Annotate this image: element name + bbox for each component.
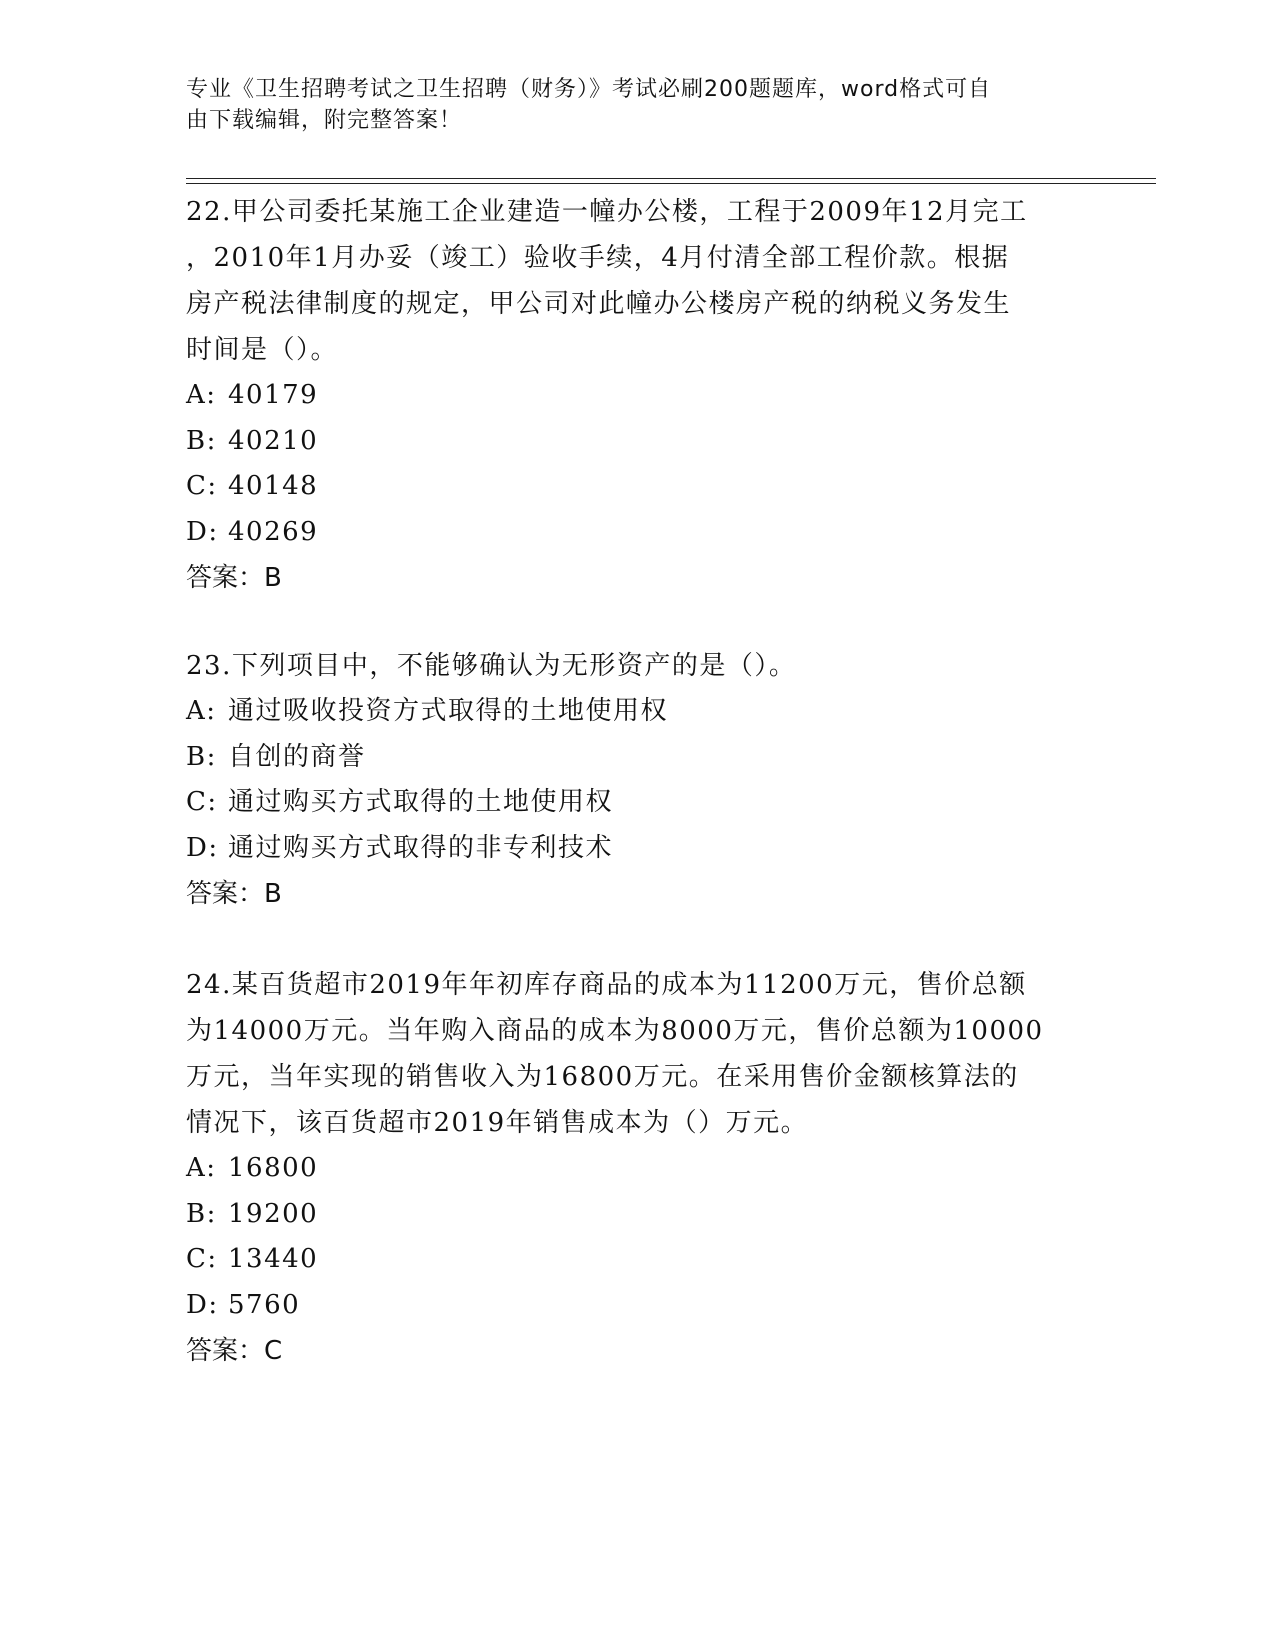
option-d <box>186 1283 1066 1329</box>
option-d <box>186 826 1066 872</box>
option-text: 16800 <box>228 1153 319 1183</box>
option-letter: D: <box>186 1289 219 1320</box>
option-text: 40210 <box>228 425 319 456</box>
stem-line: 23.下列项目中，不能够确认为无形资产的是（）。 <box>186 651 797 681</box>
stem-line: 24.某百货超市2019年年初库存商品的成本为11200万元，售价总额 <box>186 970 1027 1000</box>
option-text: 5760 <box>228 1289 301 1320</box>
option-text: 19200 <box>228 1198 319 1229</box>
option-text: 40269 <box>228 516 319 547</box>
option-text: 13440 <box>228 1244 319 1274</box>
question-stem <box>186 189 1066 373</box>
document-header <box>186 74 1066 136</box>
option-c <box>186 464 1066 510</box>
option-b <box>186 1192 1066 1238</box>
question-stem <box>186 962 1066 1146</box>
option-b <box>186 735 1066 781</box>
header-divider-bottom <box>186 183 1156 184</box>
option-letter: A: <box>186 380 217 410</box>
stem-line: 房产税法律制度的规定，甲公司对此幢办公楼房产税的纳税义务发生 <box>186 289 1012 319</box>
header-divider-top <box>186 178 1156 179</box>
option-letter: B: <box>186 741 217 772</box>
question-22 <box>186 189 1066 601</box>
stem-line: 情况下，该百货超市2019年销售成本为（）万元。 <box>186 1108 809 1138</box>
option-d <box>186 510 1066 556</box>
stem-line: 万元，当年实现的销售收入为16800万元。在采用售价金额核算法的 <box>186 1062 1019 1092</box>
answer-line: 答案：B <box>186 563 282 593</box>
option-text: 通过购买方式取得的非专利技术 <box>228 832 614 863</box>
option-letter: A: <box>186 1153 217 1183</box>
option-letter: A: <box>186 696 217 726</box>
answer-line: 答案：B <box>186 879 282 909</box>
option-text: 40179 <box>228 380 319 410</box>
option-letter: B: <box>186 425 217 456</box>
question-23 <box>186 643 1066 917</box>
header-line-2: 由下载编辑，附完整答案！ <box>186 108 463 133</box>
stem-line: ，2010年1月办妥（竣工）验收手续，4月付清全部工程价款。根据 <box>186 243 1010 273</box>
option-text: 40148 <box>228 471 319 501</box>
stem-line: 为14000万元。当年购入商品的成本为8000万元，售价总额为10000 <box>186 1016 1044 1046</box>
question-24 <box>186 962 1066 1374</box>
header-line-1: 专业《卫生招聘考试之卫生招聘（财务）》考试必刷200题题库，word格式可自 <box>186 77 992 102</box>
option-letter: B: <box>186 1198 217 1229</box>
option-c <box>186 1237 1066 1283</box>
option-a <box>186 373 1066 419</box>
option-b <box>186 419 1066 465</box>
option-a <box>186 1146 1066 1192</box>
stem-line: 时间是（）。 <box>186 335 339 365</box>
option-text: 通过吸收投资方式取得的土地使用权 <box>228 696 669 726</box>
option-a <box>186 689 1066 735</box>
option-c <box>186 780 1066 826</box>
option-text: 通过购买方式取得的土地使用权 <box>228 787 614 817</box>
question-stem <box>186 643 1066 689</box>
option-letter: D: <box>186 832 219 863</box>
option-letter: C: <box>186 1244 218 1274</box>
option-letter: C: <box>186 787 218 817</box>
answer-line: 答案：C <box>186 1336 283 1366</box>
option-letter: C: <box>186 471 218 501</box>
option-text: 自创的商誉 <box>228 741 366 772</box>
stem-line: 22.甲公司委托某施工企业建造一幢办公楼，工程于2009年12月完工 <box>186 197 1028 227</box>
option-letter: D: <box>186 516 219 547</box>
